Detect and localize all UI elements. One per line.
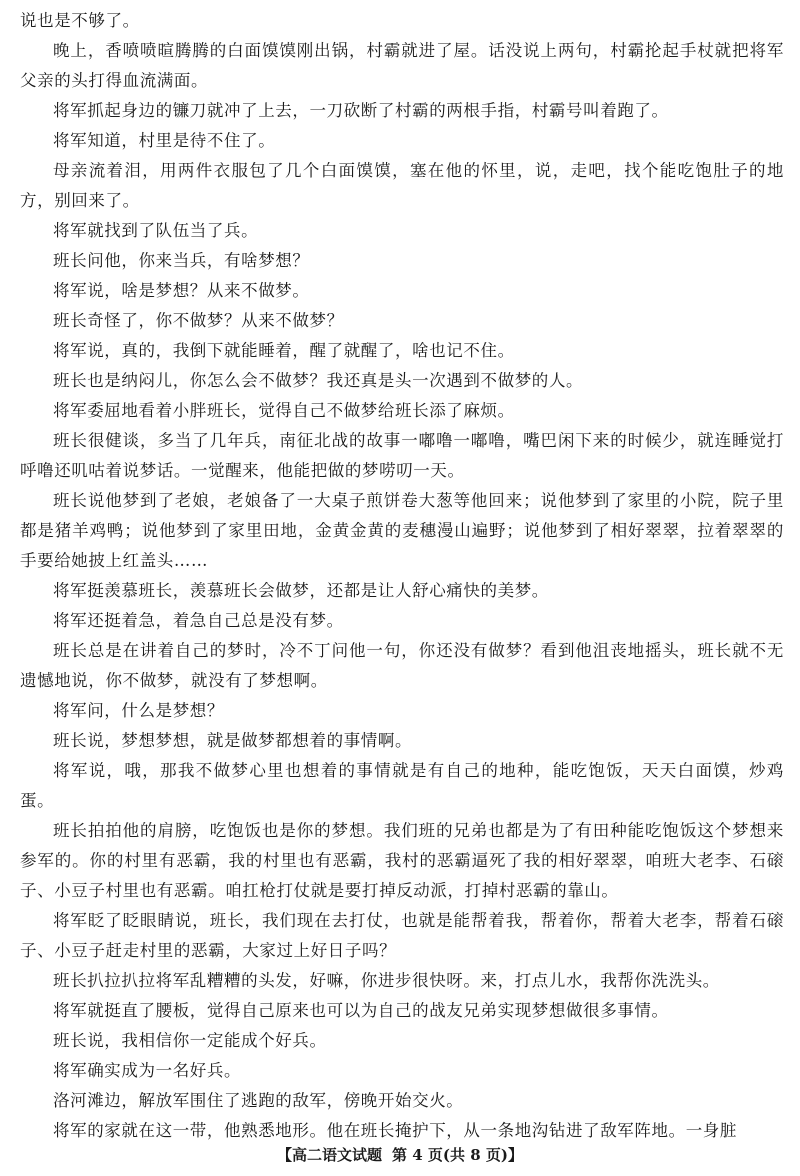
paragraph: 将军说，啥是梦想？从来不做梦。	[53, 281, 310, 300]
paragraph: 将军委屈地看着小胖班长，觉得自己不做梦给班长添了麻烦。	[53, 401, 515, 420]
paragraph: 将军就挺直了腰板，觉得自己原来也可以为自己的战友兄弟实现梦想做很多事情。	[53, 1001, 669, 1020]
paragraph: 将军眨了眨眼睛说，班长，我们现在去打仗，也就是能帮着我，帮着你，帮着大老李，帮着石磙子、小豆子赶走村里的恶霸，大家过上好日子吗？	[20, 911, 784, 960]
page-number: 第 4 页(共 8 页)】	[392, 1146, 523, 1164]
paragraph: 母亲流着泪，用两件衣服包了几个白面馍馍，塞在他的怀里，说，走吧，找个能吃饱肚子的地方，别回来了。	[20, 161, 784, 210]
paragraph: 将军抓起身边的镰刀就冲了上去，一刀砍断了村霸的两根手指，村霸号叫着跑了。	[53, 101, 669, 120]
paragraph: 班长问他，你来当兵，有啥梦想？	[53, 251, 310, 270]
paragraph: 班长拍拍他的肩膀，吃饱饭也是你的梦想。我们班的兄弟也都是为了有田种能吃饱饭这个梦想来参军的。你的村里有恶霸，我的村里也有恶霸，我村的恶霸逼死了我的相好翠翠，咱班大老李、石磙子、小豆子村里也有恶霸。咱扛枪打仗就是要打掉反动派，打掉村恶霸的靠山。	[20, 821, 784, 900]
paragraph: 班长很健谈，多当了几年兵，南征北战的故事一嘟噜一嘟噜，嘴巴闲下来的时候少，就连睡觉打呼噜还叽咕着说梦话。一觉醒来，他能把做的梦唠叨一天。	[20, 431, 784, 480]
paragraph: 班长说他梦到了老娘，老娘备了一大桌子煎饼卷大葱等他回来；说他梦到了家里的小院，院子里都是猪羊鸡鸭；说他梦到了家里田地，金黄金黄的麦穗漫山遍野；说他梦到了相好翠翠，拉着翠翠的手要给她披上红盖头……	[20, 491, 784, 570]
paragraph: 班长奇怪了，你不做梦？从来不做梦？	[53, 311, 344, 330]
paragraph: 将军问，什么是梦想？	[53, 701, 224, 720]
paragraph: 班长说，梦想梦想，就是做梦都想着的事情啊。	[53, 731, 413, 750]
paragraph: 说也是不够了。	[20, 11, 140, 30]
paragraph: 班长说，我相信你一定能成个好兵。	[53, 1031, 327, 1050]
paragraph: 洛河滩边，解放军围住了逃跑的敌军，傍晚开始交火。	[53, 1091, 464, 1110]
paragraph: 班长总是在讲着自己的梦时，冷不丁问他一句，你还没有做梦？看到他沮丧地摇头，班长就不无遗憾地说，你不做梦，就没有了梦想啊。	[20, 641, 784, 690]
paragraph: 班长也是纳闷儿，你怎么会不做梦？我还真是头一次遇到不做梦的人。	[53, 371, 584, 390]
paragraph: 将军说，哦，那我不做梦心里也想着的事情就是有自己的地种，能吃饱饭，天天白面馍，炒鸡蛋。	[20, 761, 784, 810]
paragraph: 将军说，真的，我倒下就能睡着，醒了就醒了，啥也记不住。	[53, 341, 515, 360]
exam-subject: 【高二语文试题	[277, 1146, 383, 1164]
paragraph: 将军还挺着急，着急自己总是没有梦。	[53, 611, 344, 630]
page-footer	[0, 1145, 800, 1165]
paragraph: 将军知道，村里是待不住了。	[53, 131, 276, 150]
paragraph: 将军确实成为一名好兵。	[53, 1061, 242, 1080]
paragraph: 将军挺羡慕班长，羡慕班长会做梦，还都是让人舒心痛快的美梦。	[53, 581, 549, 600]
article-body	[20, 6, 784, 1146]
paragraph: 将军的家就在这一带，他熟悉地形。他在班长掩护下，从一条地沟钻进了敌军阵地。一身脏	[53, 1121, 737, 1140]
paragraph: 将军就找到了队伍当了兵。	[53, 221, 259, 240]
paragraph: 晚上，香喷喷暄腾腾的白面馍馍刚出锅，村霸就进了屋。话没说上两句，村霸抡起手杖就把将军父亲的头打得血流满面。	[20, 41, 784, 90]
paragraph: 班长扒拉扒拉将军乱糟糟的头发，好嘛，你进步很快呀。来，打点儿水，我帮你洗洗头。	[53, 971, 720, 990]
